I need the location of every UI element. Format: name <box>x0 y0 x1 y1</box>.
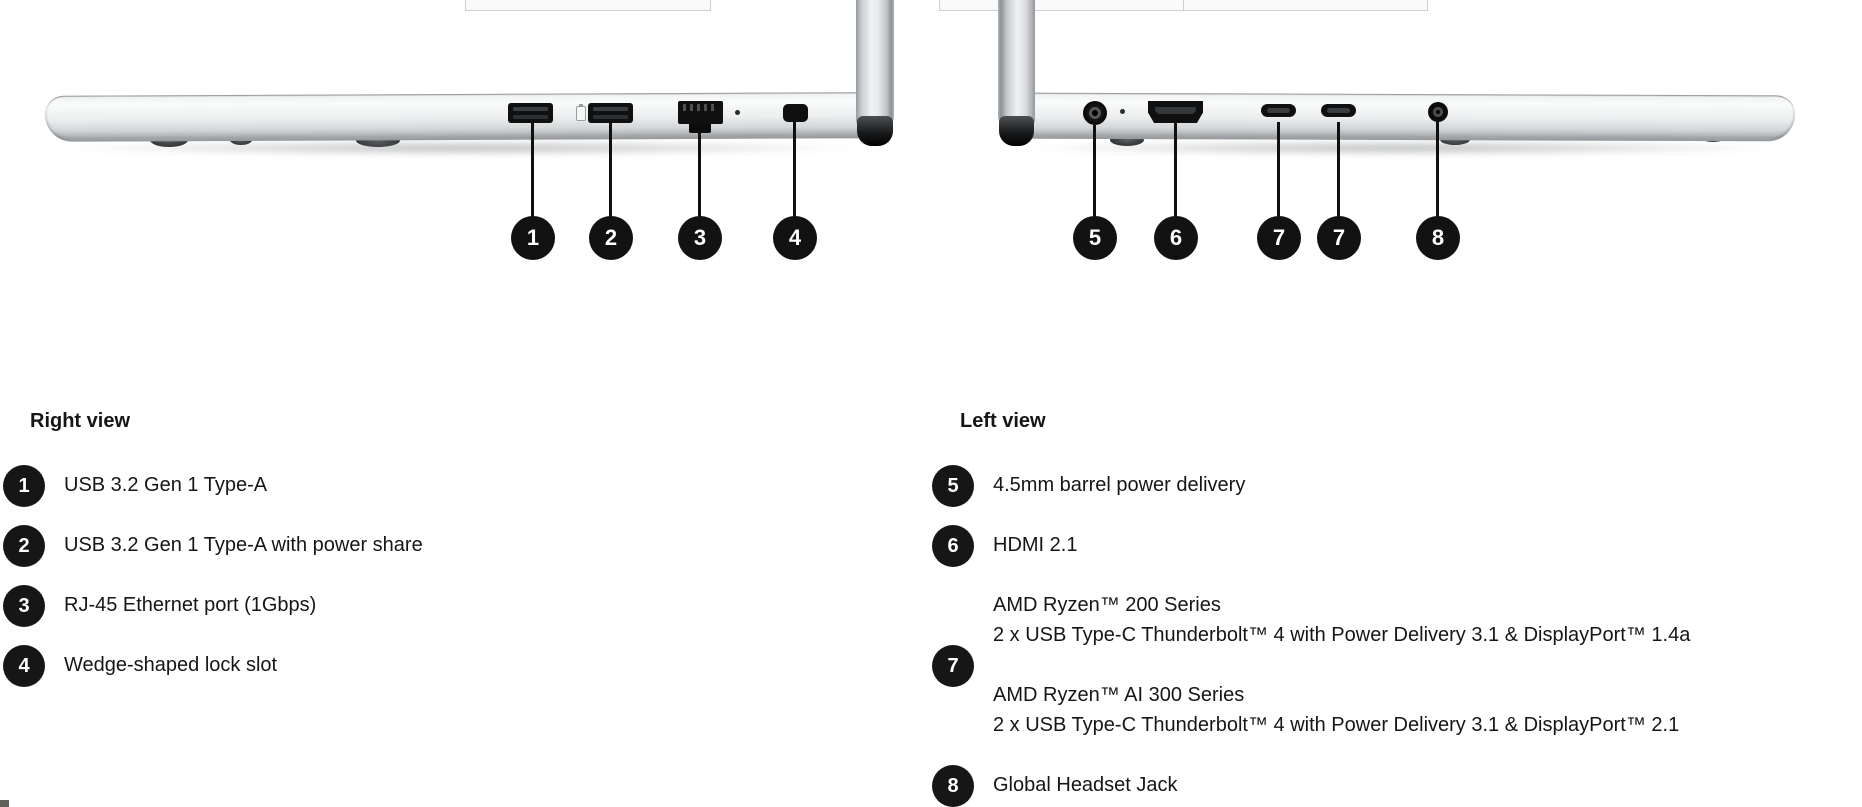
rj45-pins <box>683 104 718 111</box>
legend-item-line: 2 x USB Type-C Thunderbolt™ 4 with Power Delivery 3.1 & DisplayPort™ 1.4a <box>993 624 1691 646</box>
lock-slot-port <box>783 104 808 122</box>
callout-3: 3 <box>678 216 722 260</box>
legend-item-line: 2 x USB Type-C Thunderbolt™ 4 with Power Delivery 3.1 & DisplayPort™ 2.1 <box>993 714 1680 736</box>
usb-c-port <box>1261 104 1296 117</box>
laptop-body <box>1000 93 1795 142</box>
legend-badge-6: 6 <box>932 525 974 567</box>
usb-a-contact <box>513 115 548 119</box>
headset-jack-port <box>1428 102 1448 122</box>
leader-line <box>609 122 612 218</box>
hdmi-port <box>1148 101 1203 123</box>
usb-a-port <box>508 103 553 123</box>
rj45-tab <box>689 124 711 133</box>
right-view-title: Right view <box>30 410 131 432</box>
callout-5: 5 <box>1073 216 1117 260</box>
leader-line <box>793 122 796 218</box>
legend-item-text: USB 3.2 Gen 1 Type-A <box>64 474 268 496</box>
legend-badge-7: 7 <box>932 645 974 687</box>
legend-item-text: HDMI 2.1 <box>993 534 1078 556</box>
laptop-hinge-foot <box>857 116 893 146</box>
legend-badge-5: 5 <box>932 465 974 507</box>
laptop-body <box>45 92 871 142</box>
usb-c-slot <box>1267 108 1290 113</box>
leader-line <box>1277 122 1280 218</box>
legend-item-text: Global Headset Jack <box>993 774 1178 796</box>
laptop-shadow <box>1015 140 1785 156</box>
legend-badge-2: 2 <box>3 525 45 567</box>
laptop-hinge-foot <box>999 116 1034 146</box>
leader-line <box>1436 122 1439 218</box>
laptop-shadow <box>58 140 868 156</box>
cropped-thumbnail <box>465 0 711 11</box>
legend-badge-1: 1 <box>3 465 45 507</box>
callout-1: 1 <box>511 216 555 260</box>
cropped-thumbnail <box>939 0 1184 11</box>
laptop-screen-edge <box>998 0 1035 126</box>
callout-8: 8 <box>1416 216 1460 260</box>
legend-badge-4: 4 <box>3 645 45 687</box>
leader-line <box>531 122 534 218</box>
legend-badge-3: 3 <box>3 585 45 627</box>
callout-7b: 7 <box>1317 216 1361 260</box>
leader-line <box>1174 122 1177 218</box>
callout-7a: 7 <box>1257 216 1301 260</box>
usb-a-contact <box>513 107 548 111</box>
hdmi-slot <box>1155 107 1196 114</box>
callout-6: 6 <box>1154 216 1198 260</box>
leader-line <box>698 133 701 218</box>
legend-item-line: AMD Ryzen™ 200 Series <box>993 594 1221 616</box>
leader-line <box>1093 122 1096 218</box>
legend-item-line: AMD Ryzen™ AI 300 Series <box>993 684 1245 706</box>
legend-badge-8: 8 <box>932 765 974 807</box>
usb-a-contact <box>593 107 628 111</box>
callout-4: 4 <box>773 216 817 260</box>
callout-2: 2 <box>589 216 633 260</box>
leader-line <box>1337 122 1340 218</box>
laptop-screen-edge <box>856 0 894 126</box>
legend-item-text: RJ-45 Ethernet port (1Gbps) <box>64 594 317 616</box>
legend-item-text: Wedge-shaped lock slot <box>64 654 278 676</box>
legend-item-text: 4.5mm barrel power delivery <box>993 474 1246 496</box>
usb-c-slot <box>1327 108 1350 113</box>
usb-a-contact <box>593 115 628 119</box>
legend-item-text: USB 3.2 Gen 1 Type-A with power share <box>64 534 423 556</box>
usb-c-port <box>1321 104 1356 117</box>
cropped-corner-artifact <box>0 800 9 807</box>
status-led-dot <box>735 110 740 115</box>
rj45-port <box>678 101 723 124</box>
left-view-title: Left view <box>960 410 1046 432</box>
usb-a-power-share-port <box>588 103 633 123</box>
status-led-dot <box>1120 109 1125 114</box>
cropped-thumbnail <box>1183 0 1428 11</box>
power-share-icon <box>576 106 586 121</box>
